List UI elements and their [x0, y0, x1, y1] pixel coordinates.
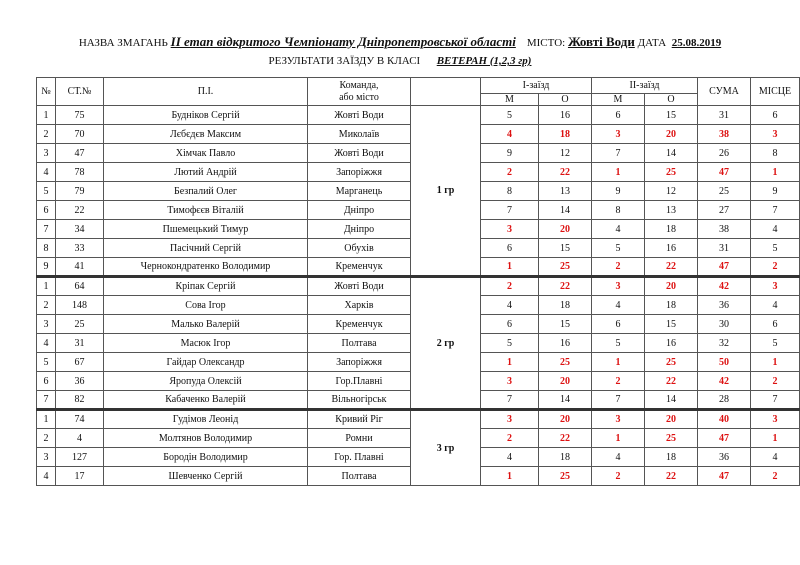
heat2-o: 20 — [645, 277, 698, 296]
heat1-m: 7 — [481, 201, 539, 220]
place: 7 — [751, 201, 800, 220]
row-num: 4 — [37, 467, 56, 486]
team: Запоріжжя — [308, 163, 411, 182]
row-num: 9 — [37, 258, 56, 277]
heat2-m: 4 — [592, 296, 645, 315]
sum: 36 — [698, 296, 751, 315]
heat1-m: 2 — [481, 277, 539, 296]
heat2-m: 1 — [592, 163, 645, 182]
start-num: 41 — [56, 258, 104, 277]
racer-name: Шевченко Сергій — [104, 467, 308, 486]
sum: 50 — [698, 353, 751, 372]
heat1-o: 18 — [539, 296, 592, 315]
team: Кременчук — [308, 315, 411, 334]
heat1-m: 5 — [481, 106, 539, 125]
sum: 31 — [698, 239, 751, 258]
row-num: 1 — [37, 410, 56, 429]
start-num: 33 — [56, 239, 104, 258]
team: Харків — [308, 296, 411, 315]
class-name: ВЕТЕРАН (1,2,3 гр) — [436, 55, 532, 67]
heat2-m: 3 — [592, 125, 645, 144]
racer-name: Лютий Андрій — [104, 163, 308, 182]
row-num: 7 — [37, 391, 56, 410]
row-num: 3 — [37, 144, 56, 163]
competition-label: НАЗВА ЗМАГАНЬ — [78, 37, 168, 49]
heat1-m: 3 — [481, 220, 539, 239]
col-team — [308, 78, 411, 106]
racer-name: Масюк Ігор — [104, 334, 308, 353]
heat1-o: 22 — [539, 163, 592, 182]
heat2-m: 2 — [592, 467, 645, 486]
start-num: 74 — [56, 410, 104, 429]
heat2-m: 2 — [592, 258, 645, 277]
heat2-m: 4 — [592, 448, 645, 467]
col-group — [411, 78, 481, 106]
heat2-o: 22 — [645, 467, 698, 486]
heat1-o: 15 — [539, 239, 592, 258]
heat2-o: 25 — [645, 429, 698, 448]
row-num: 5 — [37, 353, 56, 372]
team: Гор.Плавні — [308, 372, 411, 391]
place: 2 — [751, 258, 800, 277]
row-num: 2 — [37, 125, 56, 144]
sum: 28 — [698, 391, 751, 410]
start-num: 4 — [56, 429, 104, 448]
place: 6 — [751, 315, 800, 334]
heat2-m: 7 — [592, 144, 645, 163]
place: 4 — [751, 220, 800, 239]
row-num: 7 — [37, 220, 56, 239]
heat1-o: 13 — [539, 182, 592, 201]
racer-name: Сова Ігор — [104, 296, 308, 315]
team: Вільногірськ — [308, 391, 411, 410]
team: Полтава — [308, 334, 411, 353]
heat2-o: 22 — [645, 258, 698, 277]
col-heat1: І-заїзд — [481, 78, 592, 94]
heat2-m: 9 — [592, 182, 645, 201]
heat2-m: 7 — [592, 391, 645, 410]
heat2-m: 1 — [592, 429, 645, 448]
racer-name: Пшемецький Тимур — [104, 220, 308, 239]
place: 4 — [751, 448, 800, 467]
heat2-m: 1 — [592, 353, 645, 372]
sum: 47 — [698, 467, 751, 486]
team: Кременчук — [308, 258, 411, 277]
sum: 47 — [698, 163, 751, 182]
table-row — [37, 106, 800, 125]
start-num: 148 — [56, 296, 104, 315]
start-num: 79 — [56, 182, 104, 201]
heat1-o: 25 — [539, 258, 592, 277]
results-label: РЕЗУЛЬТАТИ ЗАЇЗДУ В КЛАСІ — [268, 55, 421, 67]
heat1-o: 15 — [539, 315, 592, 334]
place: 3 — [751, 410, 800, 429]
place: 5 — [751, 239, 800, 258]
place: 4 — [751, 296, 800, 315]
header-line — [0, 34, 800, 50]
team: Марганець — [308, 182, 411, 201]
heat1-o: 25 — [539, 353, 592, 372]
sum: 47 — [698, 258, 751, 277]
heat2-o: 16 — [645, 334, 698, 353]
place: 1 — [751, 163, 800, 182]
racer-name: Молтянов Володимир — [104, 429, 308, 448]
sum: 36 — [698, 448, 751, 467]
row-num: 2 — [37, 429, 56, 448]
heat1-m: 6 — [481, 315, 539, 334]
place: 7 — [751, 391, 800, 410]
sum: 25 — [698, 182, 751, 201]
racer-name: Пасічний Сергій — [104, 239, 308, 258]
heat2-m: 6 — [592, 315, 645, 334]
row-num: 4 — [37, 334, 56, 353]
heat2-m: 2 — [592, 372, 645, 391]
heat2-m: 6 — [592, 106, 645, 125]
table-row — [37, 277, 800, 296]
racer-name: Безпалий Олег — [104, 182, 308, 201]
start-num: 34 — [56, 220, 104, 239]
group-label: 3 гр — [411, 410, 481, 486]
team: Ромни — [308, 429, 411, 448]
heat1-o: 14 — [539, 391, 592, 410]
team: Жовті Води — [308, 277, 411, 296]
racer-name: Малько Валерій — [104, 315, 308, 334]
place: 9 — [751, 182, 800, 201]
team: Жовті Води — [308, 144, 411, 163]
start-num: 82 — [56, 391, 104, 410]
heat2-o: 15 — [645, 315, 698, 334]
col-heat1-m: М — [481, 94, 539, 106]
start-num: 31 — [56, 334, 104, 353]
heat1-o: 22 — [539, 429, 592, 448]
heat1-m: 8 — [481, 182, 539, 201]
racer-name: Кабаченко Валерій — [104, 391, 308, 410]
row-num: 5 — [37, 182, 56, 201]
racer-name: Гайдар Олександр — [104, 353, 308, 372]
heat1-o: 16 — [539, 334, 592, 353]
place: 2 — [751, 372, 800, 391]
place: 1 — [751, 429, 800, 448]
sum: 30 — [698, 315, 751, 334]
heat1-m: 6 — [481, 239, 539, 258]
racer-name: Будніков Сергій — [104, 106, 308, 125]
row-num: 6 — [37, 201, 56, 220]
heat2-o: 15 — [645, 106, 698, 125]
heat2-o: 12 — [645, 182, 698, 201]
place: 3 — [751, 125, 800, 144]
racer-name: Лєбєдєв Максим — [104, 125, 308, 144]
competition-name: ІІ етап відкритого Чемпіонату Дніпропетровської області — [170, 34, 516, 49]
heat2-m: 5 — [592, 334, 645, 353]
results-table — [36, 77, 800, 486]
team: Дніпро — [308, 201, 411, 220]
heat1-m: 1 — [481, 467, 539, 486]
sum: 31 — [698, 106, 751, 125]
sum: 38 — [698, 220, 751, 239]
results-subtitle — [0, 55, 800, 67]
place: 3 — [751, 277, 800, 296]
heat1-o: 20 — [539, 410, 592, 429]
start-num: 47 — [56, 144, 104, 163]
heat1-m: 2 — [481, 163, 539, 182]
team: Обухів — [308, 239, 411, 258]
place: 2 — [751, 467, 800, 486]
heat2-o: 14 — [645, 144, 698, 163]
start-num: 22 — [56, 201, 104, 220]
racer-name: Яропуда Олексій — [104, 372, 308, 391]
heat1-m: 4 — [481, 125, 539, 144]
heat2-o: 22 — [645, 372, 698, 391]
heat2-o: 16 — [645, 239, 698, 258]
sum: 38 — [698, 125, 751, 144]
team: Дніпро — [308, 220, 411, 239]
heat2-m: 3 — [592, 277, 645, 296]
heat1-m: 5 — [481, 334, 539, 353]
row-num: 2 — [37, 296, 56, 315]
col-start-num: СТ.№ — [56, 78, 104, 106]
heat2-o: 25 — [645, 353, 698, 372]
heat1-o: 20 — [539, 220, 592, 239]
team: Миколаїв — [308, 125, 411, 144]
row-num: 1 — [37, 106, 56, 125]
racer-name: Кріпак Сергій — [104, 277, 308, 296]
heat2-o: 20 — [645, 125, 698, 144]
heat1-o: 25 — [539, 467, 592, 486]
heat2-m: 4 — [592, 220, 645, 239]
group-label: 1 гр — [411, 106, 481, 277]
sum: 32 — [698, 334, 751, 353]
heat1-o: 18 — [539, 125, 592, 144]
col-team-line2: або місто — [339, 91, 379, 103]
heat2-o: 13 — [645, 201, 698, 220]
heat2-m: 3 — [592, 410, 645, 429]
heat2-o: 25 — [645, 163, 698, 182]
table-row — [37, 410, 800, 429]
team: Полтава — [308, 467, 411, 486]
col-heat2-o: О — [645, 94, 698, 106]
date-value: 25.08.2019 — [671, 37, 722, 49]
heat1-o: 12 — [539, 144, 592, 163]
place: 8 — [751, 144, 800, 163]
group-label: 2 гр — [411, 277, 481, 410]
heat2-o: 18 — [645, 448, 698, 467]
sum: 40 — [698, 410, 751, 429]
start-num: 17 — [56, 467, 104, 486]
heat2-m: 8 — [592, 201, 645, 220]
team: Кривий Ріг — [308, 410, 411, 429]
start-num: 70 — [56, 125, 104, 144]
sum: 26 — [698, 144, 751, 163]
start-num: 78 — [56, 163, 104, 182]
results-body — [37, 106, 800, 486]
row-num: 4 — [37, 163, 56, 182]
start-num: 75 — [56, 106, 104, 125]
start-num: 64 — [56, 277, 104, 296]
team: Жовті Води — [308, 106, 411, 125]
col-sum: СУМА — [698, 78, 751, 106]
row-num: 8 — [37, 239, 56, 258]
heat1-m: 3 — [481, 410, 539, 429]
racer-name: Чернокондратенко Володимир — [104, 258, 308, 277]
team: Запоріжжя — [308, 353, 411, 372]
sum: 42 — [698, 372, 751, 391]
col-heat2-m: М — [592, 94, 645, 106]
col-heat2: ІІ-заїзд — [592, 78, 698, 94]
start-num: 25 — [56, 315, 104, 334]
heat1-o: 20 — [539, 372, 592, 391]
col-heat1-o: О — [539, 94, 592, 106]
heat1-m: 1 — [481, 353, 539, 372]
heat1-o: 22 — [539, 277, 592, 296]
heat1-m: 2 — [481, 429, 539, 448]
start-num: 36 — [56, 372, 104, 391]
sum: 27 — [698, 201, 751, 220]
racer-name: Тимофєєв Віталій — [104, 201, 308, 220]
sum: 47 — [698, 429, 751, 448]
racer-name: Гудімов Леонід — [104, 410, 308, 429]
heat1-m: 4 — [481, 296, 539, 315]
start-num: 67 — [56, 353, 104, 372]
place: 1 — [751, 353, 800, 372]
heat2-o: 20 — [645, 410, 698, 429]
heat1-o: 16 — [539, 106, 592, 125]
city-value: Жовті Води — [567, 34, 635, 49]
heat1-m: 1 — [481, 258, 539, 277]
heat1-m: 7 — [481, 391, 539, 410]
heat1-m: 9 — [481, 144, 539, 163]
heat2-m: 5 — [592, 239, 645, 258]
heat1-m: 3 — [481, 372, 539, 391]
start-num: 127 — [56, 448, 104, 467]
heat1-m: 4 — [481, 448, 539, 467]
place: 6 — [751, 106, 800, 125]
place: 5 — [751, 334, 800, 353]
row-num: 3 — [37, 315, 56, 334]
sum: 42 — [698, 277, 751, 296]
row-num: 3 — [37, 448, 56, 467]
racer-name: Хімчак Павло — [104, 144, 308, 163]
col-name: П.І. — [104, 78, 308, 106]
heat1-o: 14 — [539, 201, 592, 220]
col-place: МІСЦЕ — [751, 78, 800, 106]
heat2-o: 18 — [645, 220, 698, 239]
row-num: 1 — [37, 277, 56, 296]
row-num: 6 — [37, 372, 56, 391]
date-label: ДАТА — [637, 37, 667, 49]
heat1-o: 18 — [539, 448, 592, 467]
col-team-line1: Команда, — [339, 79, 379, 91]
team: Гор. Плавні — [308, 448, 411, 467]
racer-name: Бородін Володимир — [104, 448, 308, 467]
heat2-o: 14 — [645, 391, 698, 410]
city-label: МІСТО: — [526, 37, 566, 49]
col-num: № — [37, 78, 56, 106]
heat2-o: 18 — [645, 296, 698, 315]
